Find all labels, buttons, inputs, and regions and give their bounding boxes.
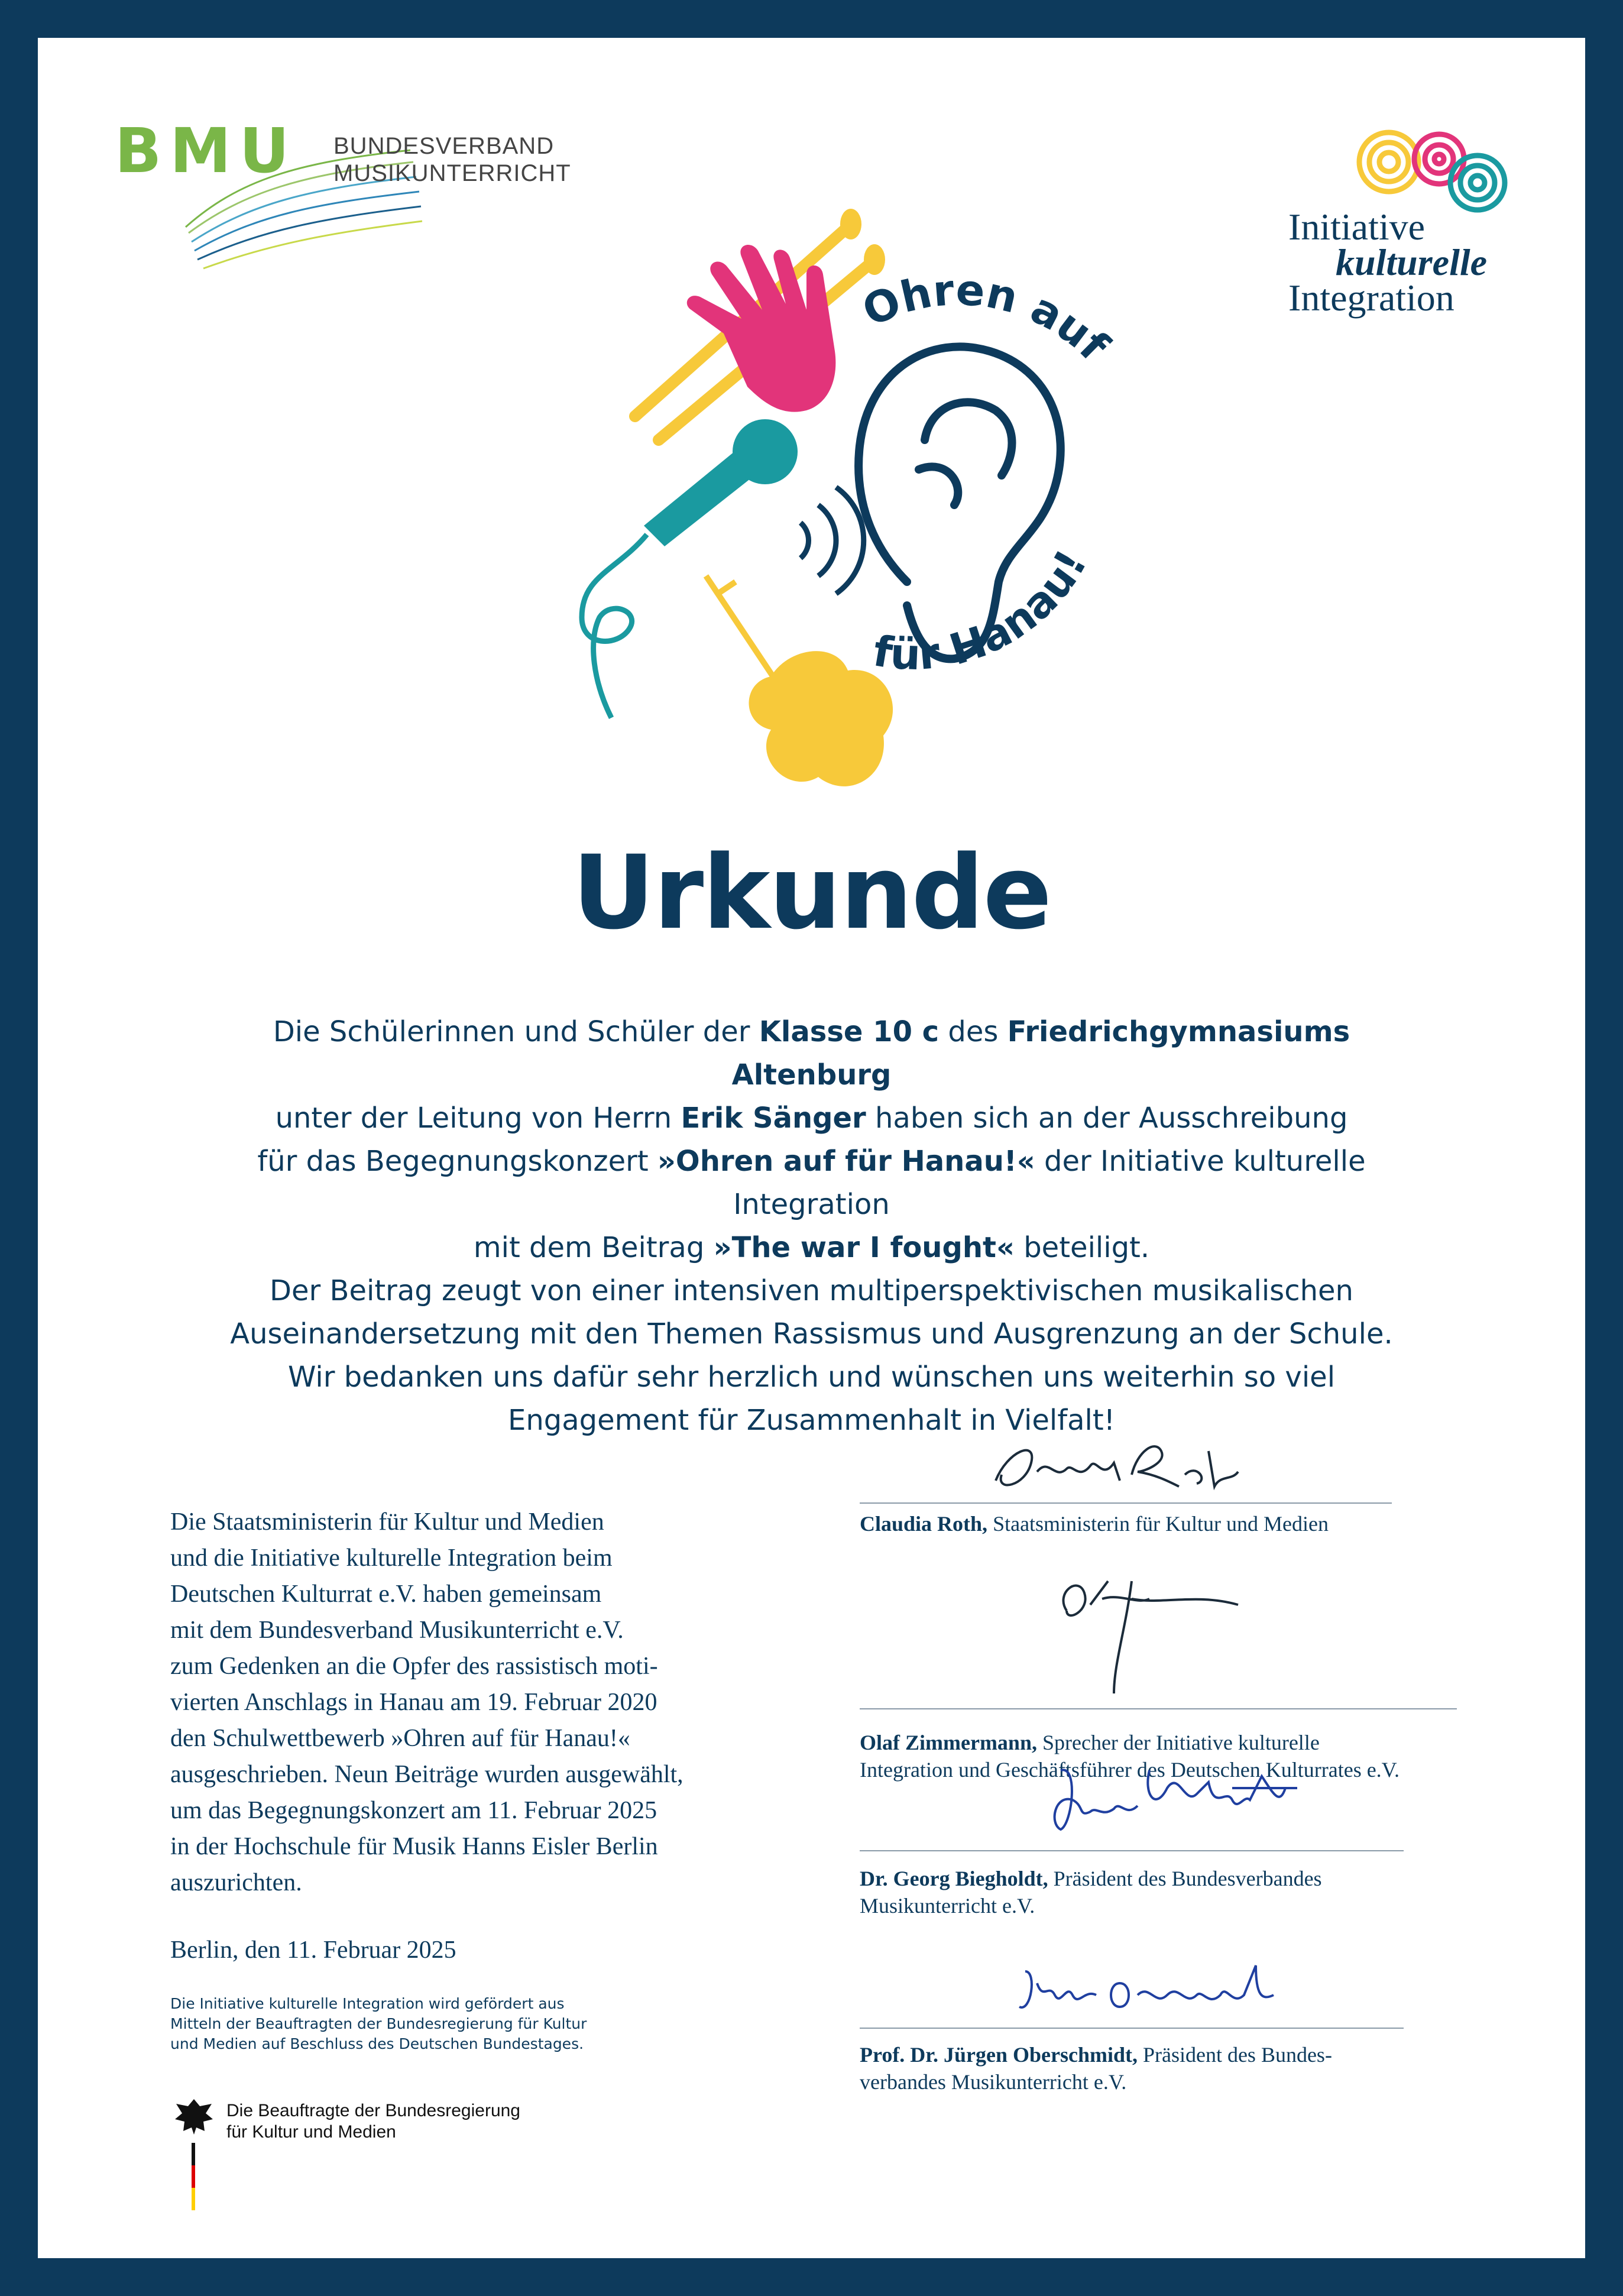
signatory-name: Dr. Georg Biegholdt, (860, 1867, 1048, 1890)
body-line-8: Engagement für Zusammenhalt in Vielfalt! (508, 1404, 1115, 1437)
background-line: um das Begegnungskonzert am 11. Februar 2025 (170, 1797, 657, 1824)
svg-text:für Hanau! (870, 542, 1097, 679)
ohren-auf-logo (540, 192, 1161, 872)
sound-waves-icon (801, 487, 864, 594)
body-text: der Initiative kulturelle Integration (733, 1145, 1366, 1221)
body-line-4 (192, 1226, 1431, 1270)
teacher-name: Erik Sänger (681, 1102, 866, 1135)
signature-line (860, 1502, 1392, 1504)
body-line-7: Wir bedanken uns dafür sehr herzlich und wünschen uns weiterhin so viel (287, 1361, 1336, 1394)
bmu-name-line2: MUSIKUNTERRICHT (333, 160, 571, 186)
signatory-role: Integration und Geschäftsführer des Deutschen Kulturrates e.V. (860, 1758, 1400, 1782)
hand-icon (687, 245, 836, 412)
bmu-logo-letters: BMU (115, 115, 298, 187)
background-line: ausgeschrieben. Neun Beiträge wurden ausgewählt, (170, 1761, 683, 1788)
contribution-title: »The war I fought« (713, 1231, 1015, 1264)
funding-line: Die Initiative kulturelle Integration wird gefördert aus (170, 1995, 565, 2012)
bkm-line2: für Kultur und Medien (226, 2122, 396, 2142)
logo-arc-bottom: für Hanau! (869, 542, 1097, 680)
signatory-3 (860, 1865, 1510, 1919)
microphone-icon (582, 419, 798, 718)
body-text: unter der Leitung von Herrn (275, 1102, 681, 1135)
signatory-role: Staatsministerin für Kultur und Medien (987, 1512, 1329, 1536)
background-line: in der Hochschule für Musik Hanns Eisler Berlin (170, 1833, 658, 1860)
bmu-name-line1: BUNDESVERBAND (333, 133, 555, 159)
body-line-5: Der Beitrag zeugt von einer intensiven multiperspektivischen musikalischen (270, 1274, 1353, 1307)
date: Berlin, den 11. Februar 2025 (170, 1936, 456, 1964)
signatory-name: Olaf Zimmermann, (860, 1731, 1037, 1754)
iki-name-line3: Integration (1288, 277, 1454, 319)
page-title: Urkunde (572, 833, 1051, 952)
background-line: vierten Anschlags in Hanau am 19. Februar 2020 (170, 1689, 657, 1716)
body-line-1 (192, 1011, 1431, 1097)
signatory-role: Präsident des Bundes- (1137, 2043, 1332, 2067)
funding-line: Mitteln der Beauftragten der Bundesregierung für Kultur (170, 2015, 587, 2032)
background-line: auszurichten. (170, 1869, 302, 1896)
certificate-body (192, 1011, 1431, 1442)
body-line-6: Auseinandersetzung mit den Themen Rassismus und Ausgrenzung an der Schule. (230, 1317, 1393, 1351)
signature-juergen-oberschmidt (1002, 1948, 1297, 2025)
iki-name-line1: Initiative (1288, 206, 1426, 248)
body-text: des (939, 1015, 1008, 1048)
body-text: für das Begegnungskonzert (257, 1145, 657, 1178)
signature-georg-biegholdt (1037, 1753, 1309, 1841)
background-line: mit dem Bundesverband Musikunterricht e.V. (170, 1617, 624, 1644)
background-line: Die Staatsministerin für Kultur und Medien (170, 1508, 604, 1536)
bkm-logo (170, 2096, 702, 2214)
iki-name-line2: kulturelle (1336, 241, 1488, 283)
signatory-4 (860, 2041, 1510, 2096)
signatory-role: verbandes Musikunterricht e.V. (860, 2070, 1127, 2094)
body-text: beteiligt. (1014, 1231, 1150, 1264)
background-text (170, 1504, 821, 1901)
signatory-role: Musikunterricht e.V. (860, 1894, 1035, 1918)
certificate-page (38, 38, 1585, 2258)
background-line: Deutschen Kulturrat e.V. haben gemeinsam (170, 1581, 602, 1608)
background-line: zum Gedenken an die Opfer des rassistisch moti- (170, 1653, 658, 1680)
violin-icon (706, 576, 893, 786)
background-line: und die Initiative kulturelle Integration beim (170, 1544, 613, 1572)
signatory-name: Claudia Roth, (860, 1512, 988, 1536)
logo-arc-top: Ohren auf (855, 264, 1119, 371)
signature-olaf-zimmermann (1043, 1557, 1279, 1705)
body-text: mit dem Beitrag (473, 1231, 714, 1264)
body-text: haben sich an der Ausschreibung (866, 1102, 1348, 1135)
body-line-2 (192, 1097, 1431, 1140)
bmu-logo (115, 115, 571, 268)
body-text: Die Schülerinnen und Schüler der (273, 1015, 759, 1048)
class-name: Klasse 10 c (759, 1015, 940, 1048)
signature-line (860, 2028, 1404, 2029)
signatory-role: Präsident des Bundesverbandes (1048, 1867, 1322, 1890)
signature-line (860, 1850, 1404, 1851)
signature-line (860, 1708, 1457, 1709)
iki-logo (1288, 85, 1537, 333)
signature-claudia-roth (984, 1416, 1291, 1504)
concert-name: »Ohren auf für Hanau!« (657, 1145, 1035, 1178)
signatory-role: Sprecher der Initiative kulturelle (1036, 1731, 1320, 1754)
funding-line: und Medien auf Beschluss des Deutschen Bundestages. (170, 2035, 584, 2052)
signatory-1 (860, 1510, 1510, 1537)
background-line: den Schulwettbewerb »Ohren auf für Hanau!« (170, 1725, 630, 1752)
bkm-line1: Die Beauftragte der Bundesregierung (226, 2101, 520, 2120)
body-line-3 (192, 1140, 1431, 1226)
signatory-name: Prof. Dr. Jürgen Oberschmidt, (860, 2043, 1138, 2067)
funding-note (170, 1994, 702, 2054)
federal-eagle-icon (170, 2096, 218, 2214)
school-name: Friedrichgymnasiums Altenburg (731, 1015, 1350, 1092)
